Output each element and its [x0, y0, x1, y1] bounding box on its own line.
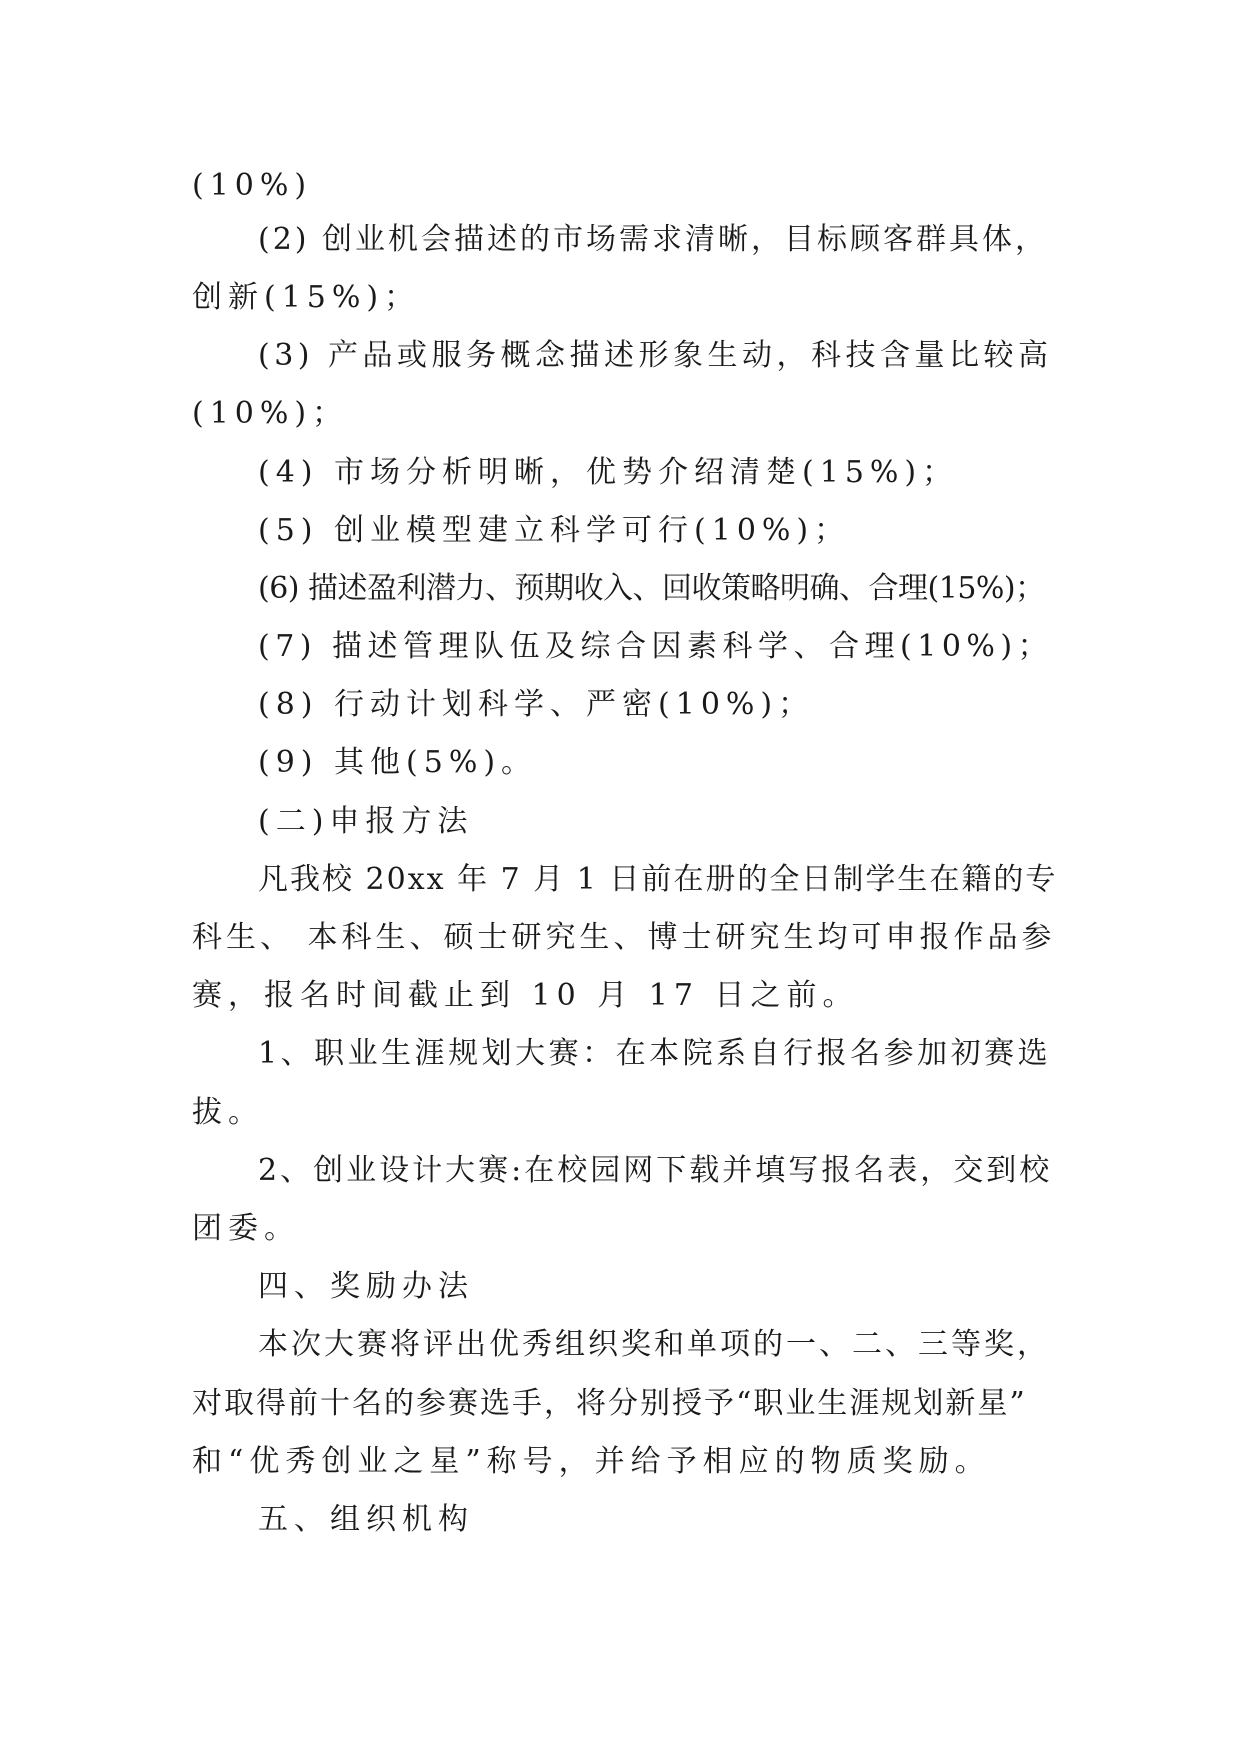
text-line: (9) 其他(5%)。 [258, 745, 538, 780]
text-line: 创新(15%)； [192, 280, 421, 315]
section-heading: 五、组织机构 [258, 1502, 474, 1537]
text-line: 对取得前十名的参赛选手，将分别授予“职业生涯规划新星” [192, 1386, 1027, 1421]
text-line: 拔。 [192, 1095, 264, 1130]
text-line: (4) 市场分析明晰，优势介绍清楚(15%)； [258, 455, 959, 490]
text-line: (3) 产品或服务概念描述形象生动，科技含量比较高 [258, 338, 1053, 373]
text-line: 和“优秀创业之星”称号，并给予相应的物质奖励。 [192, 1444, 991, 1479]
text-line: (10%)； [192, 396, 349, 431]
text-line: (2) 创业机会描述的市场需求清晰，目标顾客群具体， [258, 222, 1049, 257]
text-line: 本次大赛将评出优秀组织奖和单项的一、二、三等奖， [258, 1327, 1050, 1362]
text-line: (5) 创业模型建立科学可行(10%)； [258, 513, 851, 548]
text-line: 1、职业生涯规划大赛：在本院系自行报名参加初赛选 [258, 1036, 1052, 1071]
section-heading: 四、奖励办法 [258, 1269, 474, 1304]
section-heading: (二)申报方法 [258, 804, 474, 839]
text-line: (6) 描述盈利潜力、预期收入、回收策略明确、合理(15%)； [258, 571, 1045, 606]
text-line: 赛，报名时间截止到 10 月 17 日之前。 [192, 978, 859, 1013]
text-line: 2、创业设计大赛:在校园网下载并填写报名表，交到校 [258, 1153, 1053, 1188]
text-line: 凡我校 20xx 年 7 月 1 日前在册的全日制学生在籍的专 [258, 862, 1058, 897]
text-line: 科生、 本科生、硕士研究生、博士研究生均可申报作品参 [192, 920, 1056, 955]
text-line: (8) 行动计划科学、严密(10%)； [258, 687, 815, 722]
text-line: (7) 描述管理队伍及综合因素科学、合理(10%)； [258, 629, 1054, 664]
text-line: (10%) [192, 168, 313, 203]
text-line: 团委。 [192, 1211, 300, 1246]
